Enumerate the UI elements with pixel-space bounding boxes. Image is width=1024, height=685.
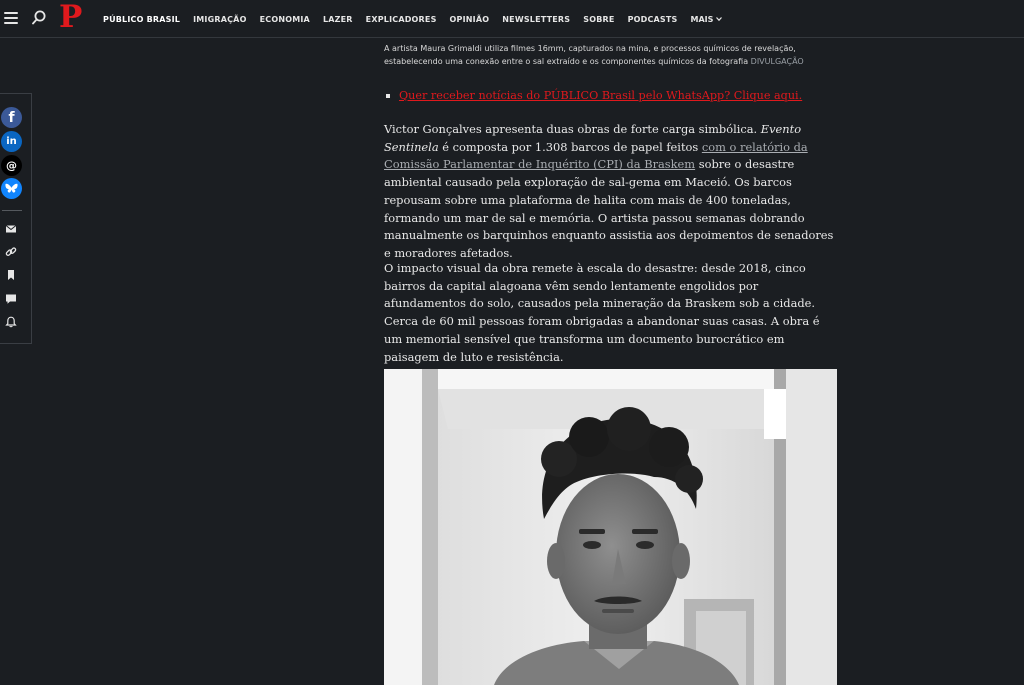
main-nav <box>103 0 722 38</box>
nav-publico-brasil[interactable]: PÚBLICO BRASIL <box>103 14 181 24</box>
caption-line-2: estabelecendo uma conexão entre o sal extraído e os componentes químicos da fotografia DIVULGAÇÃO <box>384 57 804 66</box>
hamburger-menu-icon[interactable] <box>4 12 18 24</box>
caption-line-1: A artista Maura Grimaldi utiliza filmes 16mm, capturados na mina, e processos químicos de revelação, <box>384 44 796 53</box>
nav-more-menu[interactable] <box>691 15 723 24</box>
bell-icon[interactable] <box>5 316 17 328</box>
rail-divider <box>2 210 22 211</box>
nav-lazer[interactable]: LAZER <box>322 14 353 24</box>
share-rail <box>0 93 32 344</box>
top-navigation-bar <box>0 0 1024 38</box>
nav-explicadores[interactable]: EXPLICADORES <box>365 14 437 24</box>
search-icon[interactable] <box>32 10 46 26</box>
photo-caption <box>384 42 836 68</box>
email-icon[interactable] <box>5 223 17 235</box>
article-paragraph-1: Victor Gonçalves apresenta duas obras de forte carga simbólica. Evento Sentinela é composta por 1.308 barcos de papel feitos com o relatório da Comissão Parlamentar de Inquérito (CPI) da Braskem sobre o desastre ambiental causado pela exploração de sal-gema em Maceió. Os barcos repousam sobre uma plataforma de halita com mais de 400 toneladas, formando um mar de sal e memória. O artista passou semanas dobrando manualmente os barquinhos enquanto assistia aos depoimentos de senadores e moradores afetados. <box>384 122 834 260</box>
nav-imigracao[interactable]: IMIGRAÇÃO <box>193 14 247 24</box>
bluesky-icon[interactable] <box>1 178 22 199</box>
bluesky-butterfly-icon <box>5 183 18 194</box>
nav-more-label: MAIS <box>690 14 714 24</box>
photo-credit: DIVULGAÇÃO <box>750 57 804 66</box>
nav-podcasts[interactable]: PODCASTS <box>627 14 678 24</box>
nav-economia[interactable]: ECONOMIA <box>259 14 310 24</box>
facebook-icon[interactable]: f <box>1 107 22 128</box>
nav-sobre[interactable]: SOBRE <box>583 14 615 24</box>
threads-icon[interactable]: @ <box>1 155 22 176</box>
article-paragraph-2: O impacto visual da obra remete à escala do desastre: desde 2018, cinco bairros da capital alagoana vêm sendo lentamente engolidos por afundamentos do solo, causados pela mineração da Braskem sob a cidade. Cerca de 60 mil pessoas foram obrigadas a abandonar suas casas. A obra é um memorial sensível que transforma um documento burocrático em paisagem de luto e resistência. <box>384 261 820 364</box>
artist-portrait-photo <box>384 369 837 685</box>
link-icon[interactable] <box>5 246 17 258</box>
bookmark-icon[interactable] <box>5 269 17 281</box>
work-title: Evento Sentinela <box>384 122 802 154</box>
publico-logo[interactable]: P <box>59 0 83 35</box>
comment-icon[interactable] <box>5 293 17 305</box>
list-bullet <box>386 94 390 98</box>
whatsapp-promo <box>386 89 802 102</box>
linkedin-icon[interactable]: in <box>1 131 22 152</box>
nav-newsletters[interactable]: NEWSLETTERS <box>502 14 571 24</box>
whatsapp-link[interactable]: Quer receber notícias do PÚBLICO Brasil pelo WhatsApp? Clique aqui. <box>399 89 803 102</box>
chevron-down-icon <box>716 16 722 22</box>
nav-opiniao[interactable]: OPINIÃO <box>449 14 490 24</box>
portrait-illustration <box>384 369 837 685</box>
cpi-report-link[interactable]: com o relatório da Comissão Parlamentar de Inquérito (CPI) da Braskem <box>384 139 808 172</box>
